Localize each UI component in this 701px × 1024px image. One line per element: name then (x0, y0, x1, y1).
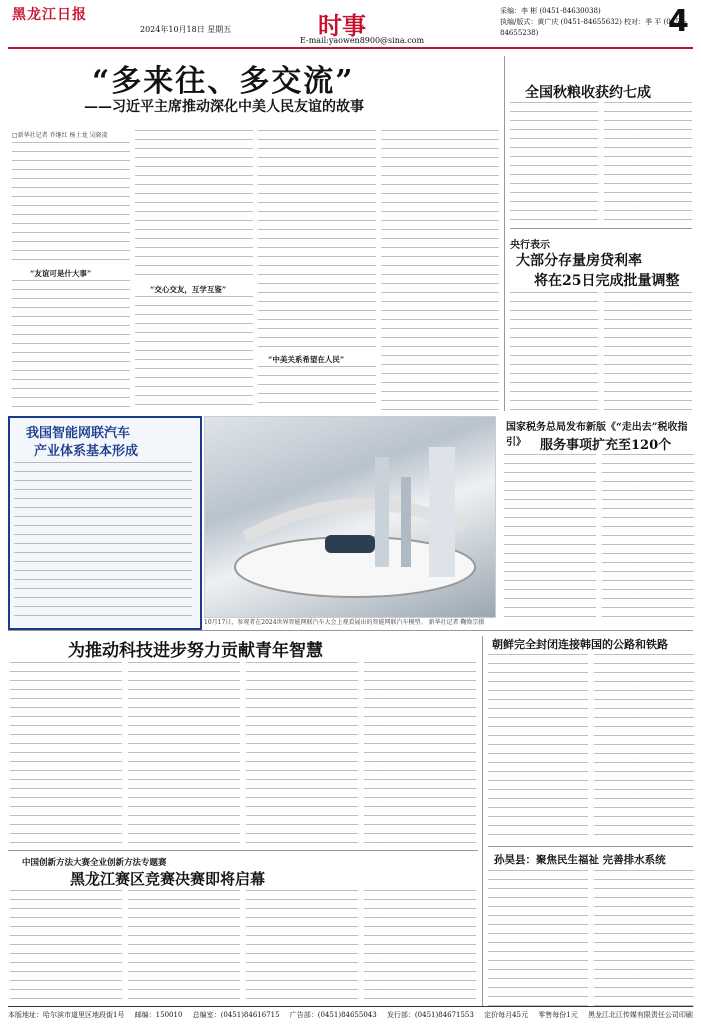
korea-column-1 (488, 654, 588, 838)
section-divider (8, 630, 693, 631)
footer-printer: 黑龙江北江传媒有限责任公司印刷 (587, 1011, 693, 1019)
issue-date: 2024年10月18日 星期五 (140, 25, 232, 34)
loan-headline-line2: 将在25日完成批量调整 (534, 273, 680, 289)
car-headline-line2: 产业体系基本形成 (34, 444, 139, 459)
grain-headline: 全国秋粮收获约七成 (525, 85, 651, 101)
korea-headline: 朝鲜完全封闭连接韩国的公路和铁路 (492, 638, 668, 651)
tech-headline: 为推动科技进步努力贡献青年智慧 (68, 641, 323, 661)
lead-column-1 (12, 142, 130, 262)
column-divider (504, 56, 505, 411)
footer-address: 本版地址：哈尔滨市道里区地段街1号 (8, 1011, 125, 1019)
service-column-1 (504, 454, 596, 624)
service-headline-line2: 服务事项扩充至120个 (540, 438, 672, 453)
photo-caption: 10月17日，参观者在2024世界智能网联汽车大会上观看展出的智能网联汽车模型。 新华社记者 鞠焕宗摄 (204, 619, 485, 626)
car-model-illustration (205, 417, 495, 617)
expo-column-1 (10, 890, 122, 1002)
footer-price: 定价每月45元 (484, 1011, 528, 1019)
footer-ads-phone: 广告部：(0451)84655043 (289, 1011, 377, 1019)
car-headline-line1: 我国智能网联汽车 (26, 426, 131, 441)
lead-column-2b (135, 296, 253, 410)
lead-subtitle: ——习近平主席推动深化中美人民友谊的故事 (84, 99, 364, 115)
service-column-2 (602, 454, 694, 624)
sun-headline: 孙昊县：聚焦民生福祉 完善排水系统 (494, 854, 666, 866)
footer-rule (8, 1006, 693, 1007)
korea-column-2 (594, 654, 694, 838)
expo-column-2 (128, 890, 240, 1002)
footer-news-phone: 总编室：(0451)84616715 (192, 1011, 280, 1019)
expo-column-3 (246, 890, 358, 1002)
tech-column-3 (246, 662, 358, 844)
loan-headline-line1: 大部分存量房贷利率 (516, 253, 642, 269)
sun-column-1 (488, 870, 588, 1006)
lead-headline: “多来往、多交流” (92, 64, 355, 99)
lead-column-3 (258, 130, 376, 350)
section-divider (488, 846, 693, 847)
grain-column-2 (604, 102, 692, 222)
expo-column-4 (364, 890, 476, 1002)
service-headline-line1: 国家税务总局发布新版《“走出去”税收指引》 (506, 422, 688, 448)
expo-kicker: 中国创新方法大赛全业创新方法专题赛 (22, 858, 167, 868)
grain-column-1 (510, 102, 598, 222)
tech-column-1 (10, 662, 122, 844)
loan-column-2 (604, 292, 692, 410)
section-divider (8, 850, 478, 851)
sun-column-2 (594, 870, 694, 1006)
newspaper-logo: 黑龙江日报 (12, 7, 87, 23)
footer-distribution-phone: 发行部：(0451)84671553 (386, 1011, 474, 1019)
lead-column-1b (12, 280, 130, 410)
lead-column-4 (381, 130, 499, 410)
lead-subhead-2: “交心交友，互学互鉴” (150, 285, 227, 294)
editor-contact-line: 执编/版式：黄广庆 (0451-84655632) 校对：季 平 (0451-84655238) (500, 18, 687, 37)
car-story-body (14, 462, 192, 620)
tech-column-2 (128, 662, 240, 844)
loan-column-1 (510, 292, 598, 410)
expo-photo (204, 416, 496, 618)
lead-subhead-1: “友谊可是什大事” (30, 269, 92, 278)
masthead-rule (8, 47, 693, 49)
footer-zip: 邮编：150010 (134, 1011, 183, 1019)
section-title: 时事 (318, 12, 366, 40)
section-divider (510, 228, 692, 229)
loan-kicker: 央行表示 (510, 240, 550, 251)
lead-byline: □新华社记者 乔继红 杨士龙 吴晓凌 (12, 132, 108, 139)
lead-column-2 (135, 130, 253, 278)
column-divider (482, 636, 483, 1006)
tech-column-4 (364, 662, 476, 844)
page-number: 4 (668, 4, 689, 39)
editor-contact-line: 采编：李 彬 (0451-84630038) (500, 7, 601, 15)
lead-column-3b (258, 366, 376, 410)
lead-subhead-3: “中美关系希望在人民” (268, 355, 345, 364)
section-email: E-mail:yaowen8900@sina.com (300, 36, 425, 45)
expo-headline: 黑龙江赛区竞赛决赛即将启幕 (70, 870, 266, 888)
footer-bar (8, 1010, 693, 1020)
footer-retail: 零售每份1元 (538, 1011, 578, 1019)
